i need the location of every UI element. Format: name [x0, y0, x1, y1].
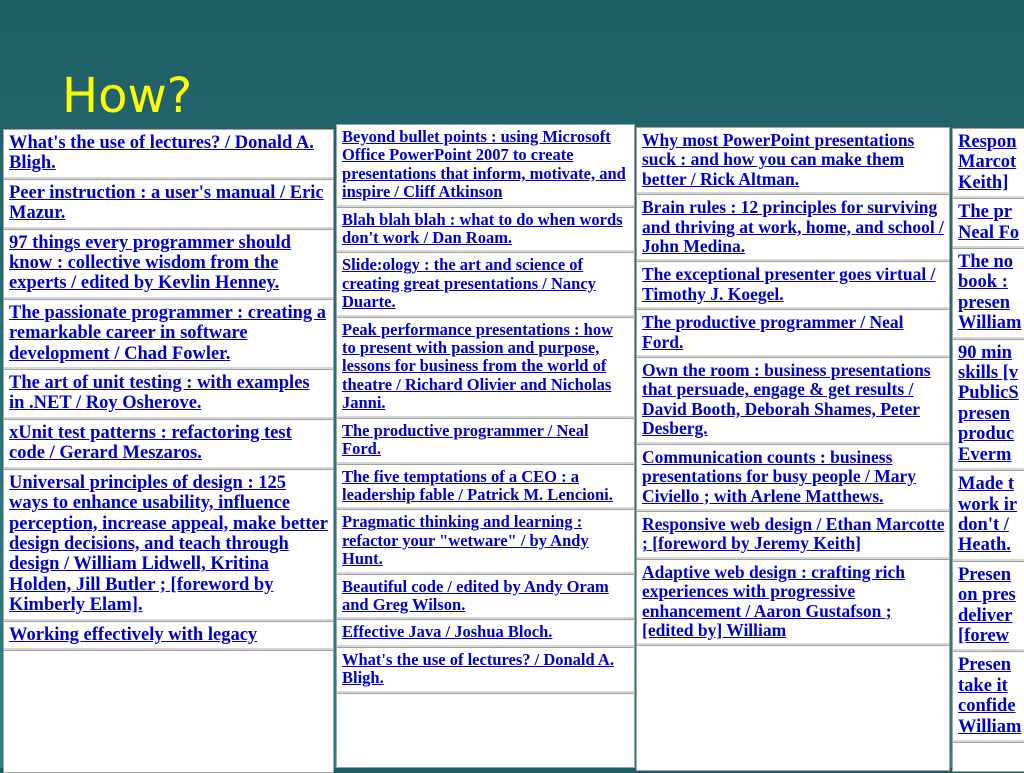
column-3 — [636, 127, 950, 771]
book-link[interactable]: Working effectively with legacy — [9, 624, 258, 645]
list-item — [337, 318, 634, 419]
list-item — [637, 310, 949, 358]
list-item — [953, 340, 1024, 471]
book-link-line: Everm — [958, 444, 1012, 465]
book-link-line: Presen — [958, 564, 1012, 585]
list-item — [953, 129, 1024, 199]
book-link[interactable]: The exceptional presenter goes virtual / Timothy J. Koegel. — [642, 264, 936, 304]
list-item — [337, 620, 634, 647]
book-link-line: Heath. — [958, 535, 1011, 556]
book-link[interactable]: Peak performance presentations : how to present with passion and purpose, lessons for business from the world of theatre / Richard Olivier and Nicholas Janni. — [342, 319, 613, 413]
book-link-line: Neal Fo — [958, 222, 1020, 243]
book-link-line: deliver — [958, 605, 1013, 626]
book-link[interactable]: Beautiful code / edited by Andy Oram and Greg Wilson. — [342, 576, 609, 614]
book-link-line: The no — [958, 252, 1014, 273]
book-link[interactable] — [958, 343, 1024, 465]
book-link[interactable]: xUnit test patterns : refactoring test code / Gerard Meszaros. — [9, 422, 292, 464]
list-item — [4, 180, 333, 230]
book-link[interactable] — [958, 252, 1024, 334]
book-link[interactable] — [958, 655, 1024, 737]
book-link-line: Keith] — [958, 172, 1009, 193]
book-link-line: William — [958, 716, 1022, 737]
book-link[interactable]: The art of unit testing : with examples in .NET / Roy Osherove. — [9, 373, 310, 414]
list-item — [337, 510, 634, 574]
column-2 — [336, 124, 635, 768]
book-link-line: don't / — [958, 514, 1009, 535]
column-4 — [952, 128, 1024, 772]
list-item — [953, 249, 1024, 340]
book-link-line: 90 min — [958, 342, 1012, 363]
slide-title: How? — [62, 68, 193, 124]
book-link[interactable]: Own the room : business presentations that persuade, engage & get results / David Booth, Deborah Shames, Peter Desberg. — [642, 360, 931, 439]
book-link-line: William — [958, 313, 1022, 334]
book-link-line: Respon — [958, 132, 1017, 152]
list-item — [637, 128, 949, 195]
book-link[interactable]: Responsive web design / Ethan Marcotte ; [foreword by Jeremy Keith] — [642, 513, 945, 554]
book-link[interactable]: The five temptations of a CEO : a leadership fable / Patrick M. Lencioni. — [342, 466, 613, 504]
book-link-line: produc — [958, 424, 1015, 445]
list-item — [337, 253, 634, 317]
list-item — [953, 471, 1024, 562]
list-item — [337, 465, 634, 511]
book-link[interactable]: Why most PowerPoint presentations suck : and how you can make them better / Rick Altman. — [642, 130, 915, 189]
book-link-line: book : — [958, 272, 1008, 293]
list-item — [4, 622, 333, 651]
list-item — [953, 199, 1024, 249]
list-item — [953, 562, 1024, 653]
book-link[interactable]: Blah blah blah : what to do when words don't work / Dan Roam. — [342, 209, 623, 248]
list-item — [337, 648, 634, 694]
list-item — [4, 470, 333, 622]
book-link-line: on pres — [958, 585, 1016, 606]
column-1 — [3, 129, 334, 773]
list-item — [337, 125, 634, 208]
book-link-line: confide — [958, 696, 1016, 717]
list-item — [4, 300, 333, 370]
book-link-line: PublicS — [958, 383, 1019, 404]
book-link-line: skills [v — [958, 363, 1019, 384]
book-link-line: [forew — [958, 625, 1010, 646]
list-item — [637, 560, 949, 647]
list-item — [4, 370, 333, 420]
list-item — [953, 652, 1024, 743]
list-item — [637, 512, 949, 560]
book-link-line: The pr — [958, 202, 1012, 223]
book-link[interactable]: Universal principles of design : 125 ways to enhance usability, influence perception, increase appeal, make better design decisions, and teach through design / William Lidwell, Kritina Holden, Jill Butler ; [foreword by Kimberly Elam]. — [9, 472, 328, 616]
book-link-line: presen — [958, 403, 1011, 424]
list-item — [637, 262, 949, 310]
list-item — [637, 445, 949, 512]
book-link[interactable]: What's the use of lectures? / Donald A. Bligh. — [342, 649, 614, 688]
book-link[interactable] — [958, 132, 1024, 193]
list-item — [337, 575, 634, 621]
book-link-line: presen — [958, 292, 1011, 313]
book-link-line: work ir — [958, 494, 1018, 515]
book-link[interactable]: Adaptive web design : crafting rich experiences with progressive enhancement / Aaron Gustafson ; [edited by] William — [642, 561, 905, 640]
book-link[interactable]: Effective Java / Joshua Bloch. — [342, 622, 553, 642]
book-link[interactable]: Pragmatic thinking and learning : refactor your "wetware" / by Andy Hunt. — [342, 512, 589, 569]
book-link[interactable]: The productive programmer / Neal Ford. — [642, 312, 904, 352]
book-link[interactable]: The productive programmer / Neal Ford. — [342, 420, 589, 459]
list-item — [637, 358, 949, 445]
book-link[interactable]: Beyond bullet points : using Microsoft Office PowerPoint 2007 to create presentations that inform, motivate, and inspire / Cliff Atkinson — [342, 127, 626, 202]
book-link[interactable] — [958, 565, 1024, 647]
book-link-line: Marcot — [958, 152, 1017, 173]
list-item — [337, 419, 634, 465]
list-item — [4, 130, 333, 180]
book-link-line: take it — [958, 675, 1008, 696]
book-link[interactable]: Peer instruction : a user's manual / Eric Mazur. — [9, 182, 324, 224]
book-link[interactable]: Slide:ology : the art and science of creating great presentations / Nancy Duarte. — [342, 255, 596, 312]
book-link[interactable]: The passionate programmer : creating a remarkable career in software development / Chad Fowler. — [9, 302, 327, 364]
book-link-line: Made t — [958, 474, 1014, 495]
book-link[interactable] — [958, 202, 1024, 243]
book-link[interactable] — [958, 474, 1024, 556]
book-link[interactable]: What's the use of lectures? / Donald A. Bligh. — [9, 133, 314, 174]
list-item — [4, 420, 333, 470]
book-link-line: Presen — [958, 655, 1012, 676]
book-link[interactable]: 97 things every programmer should know : collective wisdom from the experts / edited by Kevlin Henney. — [9, 232, 291, 294]
book-link[interactable]: Communication counts : business presentations for busy people / Mary Civiello ; with Arlene Matthews. — [642, 446, 917, 506]
list-item — [4, 230, 333, 300]
list-item — [637, 195, 949, 262]
list-item — [337, 208, 634, 254]
book-link[interactable]: Brain rules : 12 principles for surviving and thriving at work, home, and school / John Medina. — [642, 197, 944, 257]
